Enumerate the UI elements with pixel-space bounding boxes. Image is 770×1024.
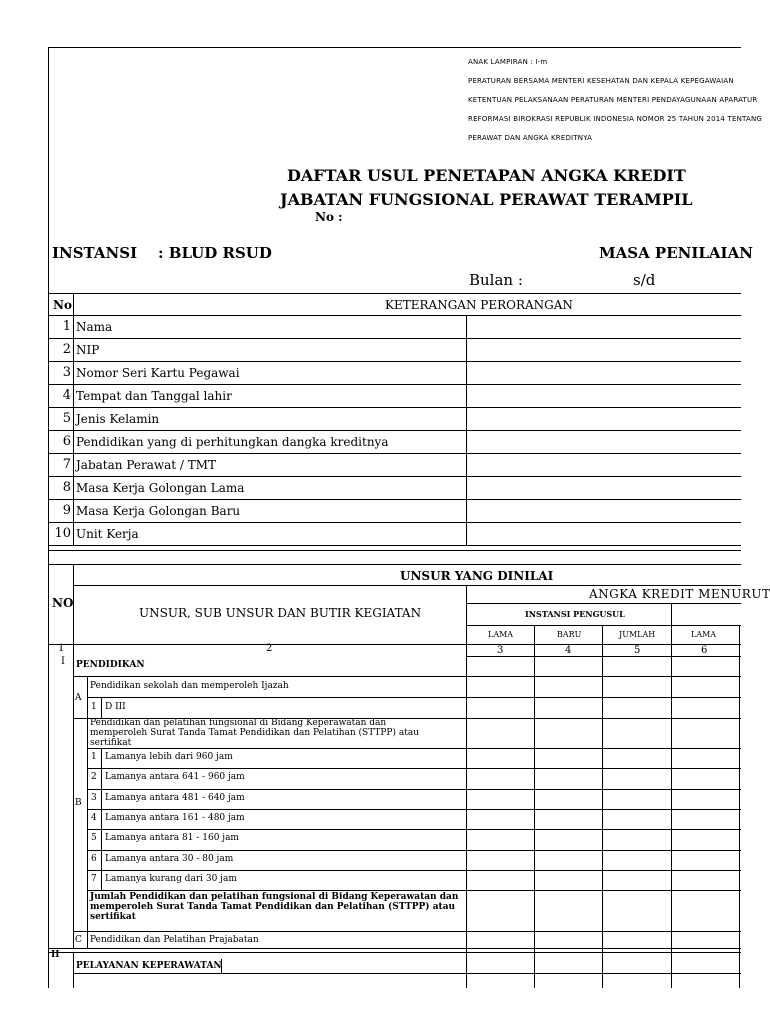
a1-number: 1 [91,702,97,712]
b-item-label: Lamanya lebih dari 960 jam [105,752,233,762]
rule [466,625,741,626]
col-baru-header: BARU [557,630,582,639]
attachment-line-4: REFORMASI BIROKRASI REPUBLIK INDONESIA NOMOR 25 TAHUN 2014 TENTANG [468,115,763,123]
b-title: Pendidikan dan pelatihan fungsional di Bidang Keperawatan dan memperoleh Surat Tanda Tamat Pendidikan dan Pelatihan (STTPP) atau sertifikat [90,718,420,748]
personal-row-number: 6 [62,434,71,449]
rule [73,931,741,932]
masa-penilaian-label: MASA PENILAIAN [599,244,753,262]
instansi-pengusul-header: INSTANSI PENGUSUL [525,609,625,619]
b-item-number: 3 [91,793,97,803]
rule [87,789,741,790]
personal-row-label: Tempat dan Tanggal lahir [76,389,232,403]
b-item-number: 1 [91,752,97,762]
b-item-number: 7 [91,874,97,884]
b-item-number: 6 [91,854,97,864]
attachment-line-5: PERAWAT DAN ANGKA KREDITNYA [468,134,593,142]
unsur-yang-dinilai-title: UNSUR YANG DINILAI [400,569,554,583]
personal-row-number: 1 [62,319,71,334]
rule [49,476,741,477]
document-number-label: No : [315,210,343,224]
rule [671,603,672,625]
col-lama-header: LAMA [488,630,514,639]
rule [87,809,741,810]
unsur-column-header: UNSUR, SUB UNSUR DAN BUTIR KEGIATAN [139,606,422,620]
document-sheet [48,47,770,988]
rule [49,545,741,546]
col-number-6: 6 [701,645,708,656]
rule [739,625,740,988]
b-item-number: 5 [91,833,97,843]
rule [534,625,535,988]
rule [466,603,741,604]
col-jumlah-header: JUMLAH [619,630,656,639]
attachment-line-1: ANAK LAMPIRAN : I-m [468,58,548,66]
pendidikan-heading: PENDIDIKAN [76,660,145,670]
rule [49,952,741,953]
personal-row-label: NIP [76,343,100,357]
personal-row-label: Jenis Kelamin [76,412,160,426]
b-item-label: Lamanya antara 641 - 960 jam [105,772,245,782]
col-number-5: 5 [634,645,641,656]
rule [87,850,741,851]
rule [602,625,603,988]
rule [49,522,741,523]
b-item-label: Lamanya antara 481 - 640 jam [105,793,245,803]
rule [49,550,741,551]
rule [49,361,741,362]
sub-c-label: C [75,935,82,945]
personal-row-label: Masa Kerja Golongan Baru [76,504,241,518]
instansi-label: INSTANSI [52,244,138,262]
personal-row-value-field[interactable] [467,362,741,383]
rule [73,293,74,545]
sub-a-label: A [75,693,82,703]
rule [49,499,741,500]
col-number-1: 1 [58,643,65,654]
title-line-1: DAFTAR USUL PENETAPAN ANGKA KREDIT [287,166,686,185]
sub-b-label: B [75,798,82,808]
personal-row-value-field[interactable] [467,454,741,475]
personal-row-value-field[interactable] [467,316,741,337]
personal-row-value-field[interactable] [467,477,741,498]
personal-row-value-field[interactable] [467,385,741,406]
rule [49,384,741,385]
sd-label: s/d [633,271,656,289]
col-lama2-header: LAMA [691,630,717,639]
personal-row-label: Nama [76,320,113,334]
b-total-label: Jumlah Pendidikan dan pelatihan fungsional di Bidang Keperawatan dan memperoleh Surat Tanda Tamat Pendidikan dan Pelatihan (STTPP) atau sertifikat [90,892,459,922]
rule [466,656,741,657]
rule [49,453,741,454]
roman-one: I [61,656,65,667]
rule [671,625,672,988]
col-number-3: 3 [497,645,504,656]
personal-section-title: KETERANGAN PERORANGAN [385,298,573,312]
rule [49,430,741,431]
personal-row-value-field[interactable] [467,408,741,429]
rule [73,585,741,586]
b-item-label: Lamanya antara 30 - 80 jam [105,854,234,864]
personal-row-value-field[interactable] [467,500,741,521]
rule [87,697,741,698]
rule [87,890,741,891]
rule [87,829,741,830]
angka-kredit-header: ANGKA KREDIT MENURUT [589,587,770,601]
rule [87,870,741,871]
rule [73,676,741,677]
b-item-number: 2 [91,772,97,782]
rule [73,952,74,988]
col-number-4: 4 [565,645,572,656]
rule [49,293,741,294]
personal-row-number: 5 [62,411,71,426]
col-number-2: 2 [266,643,273,654]
personal-row-number: 10 [54,526,71,541]
personal-row-value-field[interactable] [467,339,741,360]
attachment-line-3: KETENTUAN PELAKSANAAN PERATURAN MENTERI PENDAYAGUNAAN APARATUR [468,96,758,104]
personal-row-value-field[interactable] [467,431,741,452]
a-title: Pendidikan sekolah dan memperoleh Ijazah [90,681,289,691]
rule [73,973,741,974]
personal-no-header: No [53,298,72,312]
rule [101,697,102,718]
personal-row-number: 2 [62,342,71,357]
personal-row-number: 8 [62,480,71,495]
b-item-label: Lamanya kurang dari 30 jam [105,874,237,884]
rule [101,748,102,890]
personal-row-label: Unit Kerja [76,527,139,541]
c-label: Pendidikan dan Pelatihan Prajabatan [90,935,259,945]
personal-row-label: Masa Kerja Golongan Lama [76,481,245,495]
b-item-number: 4 [91,813,97,823]
b-item-label: Lamanya antara 81 - 160 jam [105,833,239,843]
rule [87,676,88,948]
personal-row-number: 4 [62,388,71,403]
rule [87,768,741,769]
a1-label: D III [105,702,126,712]
personal-row-number: 7 [62,457,71,472]
assessment-no-header: NO [52,596,74,610]
attachment-line-2: PERATURAN BERSAMA MENTERI KESEHATAN DAN KEPALA KEPEGAWAIAN [468,77,734,85]
personal-row-label: Jabatan Perawat / TMT [76,458,217,472]
instansi-value: : BLUD RSUD [158,244,272,262]
rule [87,748,741,749]
pelayanan-heading: PELAYANAN KEPERAWATAN [76,961,222,971]
rule [73,656,74,948]
rule [49,564,741,565]
rule [466,585,467,988]
personal-row-value-field[interactable] [467,523,741,544]
rule [49,407,741,408]
personal-row-label: Nomor Seri Kartu Pegawai [76,366,240,380]
b-item-label: Lamanya antara 161 - 480 jam [105,813,245,823]
roman-two: II [51,950,60,960]
bulan-label: Bulan : [469,271,523,289]
title-line-2: JABATAN FUNGSIONAL PERAWAT TERAMPIL [280,190,693,209]
personal-row-label: Pendidikan yang di perhitungkan dangka kreditnya [76,435,389,449]
rule [49,338,741,339]
rule [49,948,741,949]
personal-row-number: 3 [62,365,71,380]
personal-row-number: 9 [62,503,71,518]
